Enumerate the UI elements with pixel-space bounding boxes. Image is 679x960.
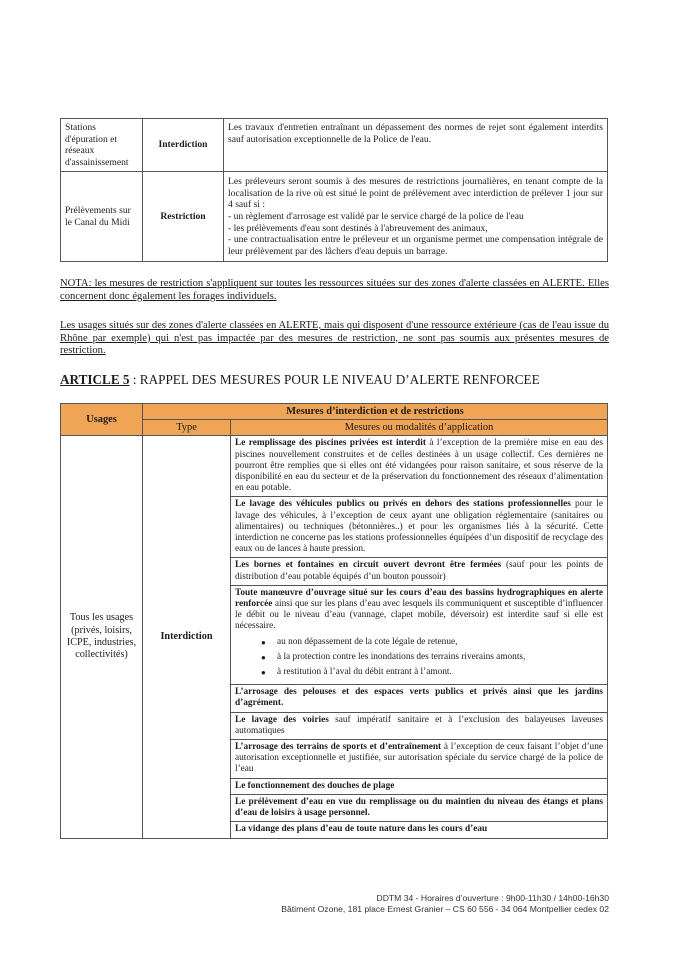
table-row — [61, 119, 608, 172]
type-cell: Restriction — [143, 172, 224, 262]
measure-bold: Les bornes et fontaines en circuit ouvert devront être fermées — [235, 560, 502, 571]
table-row — [61, 172, 608, 262]
list-item: ● à la protection contre les inondations des terrains riverains amonts, — [261, 652, 603, 663]
header-modalities: Mesures ou modalités d’application — [231, 420, 608, 436]
usage-cell: Stations d'épuration et réseaux d'assainissement — [61, 119, 143, 172]
measure-intro: Les préleveurs seront soumis à des mesures de restrictions journalières, en tenant compte de la localisation de la rive où est situé le point de prélèvement avec interdiction de prélever 1 jour sur 4 sauf si : — [228, 176, 603, 211]
measure-text: à l’exception de ceux faisant l’objet d’une autorisation exceptionnelle et justifiée, sur autorisation spéciale du service chargé de la police de l’eau — [235, 742, 603, 775]
measure-cell — [231, 712, 608, 739]
table-subheader-row — [61, 420, 608, 436]
table-row — [61, 436, 608, 497]
measure-item: - une contractualisation entre le préleveur et un organisme permet une compensation intégrale de leur prélèvement par des lâchers d'eau depuis un barrage. — [228, 234, 603, 257]
article-number: ARTICLE 5 — [60, 372, 130, 387]
usages-cell: Tous les usages (privés, loisirs, ICPE, industries, collectivités) — [61, 436, 143, 838]
measure-bold: Toute manœuvre d’ouvrage situé sur les cours d’eau des bassins hydrographiques en alerte renforcée — [235, 587, 603, 610]
exemption-paragraph: Les usages situés sur des zones d'alerte classées en ALERTE, mais qui disposent d'une ressource extérieure (cas de l'eau issue du Rhône par exemple) qui n'est pas impactée par des mesures de restriction, ne sont pas soumis aux présentes mesures de restriction. — [60, 320, 609, 357]
measure-text: Les travaux d'entretien entraînant un dépassement des normes de rejet sont également interdits sauf autorisation exceptionnelle de la Police de l'eau. — [228, 122, 603, 145]
footer-hours: DDTM 34 - Horaires d’ouverture : 9h00-11h30 / 14h00-16h30 — [376, 893, 609, 903]
header-usages: Usages — [61, 404, 143, 436]
measure-text: ainsi que sur les plans d’eau avec lesquels ils communiquent et susceptible d’influencer le débit ou le niveau d’eau (vannage, clapet mobile, déversoir) est interdite sauf si elle est nécessaire. — [235, 599, 603, 632]
article-title: RAPPEL DES MESURES POUR LE NIVEAU D’ALERTE RENFORCEE — [139, 372, 540, 387]
measure-cell — [224, 172, 608, 262]
measure-text: (sauf pour les points de distribution d’eau potable équipés d’un bouton poussoir) — [235, 560, 603, 582]
header-measures: Mesures d’interdiction et de restrictions — [143, 404, 608, 420]
measure-cell — [231, 436, 608, 497]
measure-item: - un règlement d'arrosage est validé par le service chargé de la police de l'eau — [228, 211, 524, 223]
measure-bold: Le fonctionnement des douches de plage — [235, 780, 395, 791]
article-heading — [60, 372, 620, 388]
measure-cell — [231, 558, 608, 585]
measure-cell — [231, 585, 608, 684]
measure-bold: Le prélèvement d’eau en vue du remplissage ou du maintien du niveau des étangs et plans d’eau de loisirs à usage personnel. — [235, 796, 603, 819]
list-item: ● à restitution à l’aval du débit entrant à l’amont. — [261, 667, 603, 678]
measure-bold: Le remplissage des piscines privées est interdit — [235, 438, 426, 449]
nota-paragraph: NOTA: les mesures de restriction s'appliquent sur toutes les ressources situées sur des zones d'alerte classées en ALERTE. Elles concernent donc également les forages individuels. — [60, 278, 609, 302]
measure-cell — [231, 740, 608, 779]
measure-cell — [231, 685, 608, 712]
measure-item: - les prélèvements d'eau sont destinés à l'abreuvement des animaux, — [228, 222, 488, 234]
table-header-row — [61, 404, 608, 420]
measure-text: sauf impératif sanitaire et à l’exclusion des balayeuses laveuses automatiques — [235, 714, 603, 736]
measure-bold: L’arrosage des terrains de sports et d’entraînement — [235, 742, 442, 753]
header-type: Type — [143, 420, 231, 436]
article-separator: : — [129, 372, 140, 387]
condition-list — [235, 637, 603, 679]
measure-cell — [231, 778, 608, 794]
usage-cell: Prélèvements sur le Canal du Midi — [61, 172, 143, 262]
footer-address: Bâtiment Ozone, 181 place Ernest Granier – CS 60 556 - 34 064 Montpellier cedex 02 — [281, 904, 609, 914]
measure-bold: L’arrosage des pelouses et des espaces verts publics et privés ainsi que les jardins d’agrément. — [235, 687, 603, 709]
list-item: ● au non dépassement de la cote légale de retenue, — [261, 637, 603, 648]
type-cell: Interdiction — [143, 436, 231, 838]
measure-cell — [231, 822, 608, 838]
measure-text: pour le lavage des véhicules, à l’exception de ceux ayant une obligation réglementaire (sanitaires ou alimentaires) ou techniques (bétonnières..) et pour les organismes liés à la sécurité. Cette interdiction ne concerne pas les stations professionnelles équipées d’un dispositif de recyclage des eaux ou de lances à haute pression. — [235, 499, 603, 555]
alert-measures-table — [60, 403, 608, 839]
measure-bold: La vidange des plans d’eau de toute nature dans les cours d’eau — [235, 824, 488, 835]
measure-bold: Le lavage des voiries — [235, 714, 329, 725]
measure-cell — [231, 497, 608, 558]
measure-bold: Le lavage des véhicules publics ou privés en dehors des stations professionnelles — [235, 499, 571, 510]
restrictions-table-continued — [60, 118, 608, 262]
page-footer — [281, 893, 609, 915]
measure-cell — [224, 119, 608, 172]
measure-cell — [231, 794, 608, 821]
measure-text: à l’exception de la première mise en eau des piscines nouvellement construites et de celles destinées à un usage collectif. Ces dernières ne pourront être remplies que si elles ont été vidangées pour raison sanitaire, et sous réserve de la disponibilité en eau du secteur et de la préservation du fonctionnement des réseaux d’alimentation en eau potable. — [235, 438, 603, 494]
type-cell: Interdiction — [143, 119, 224, 172]
